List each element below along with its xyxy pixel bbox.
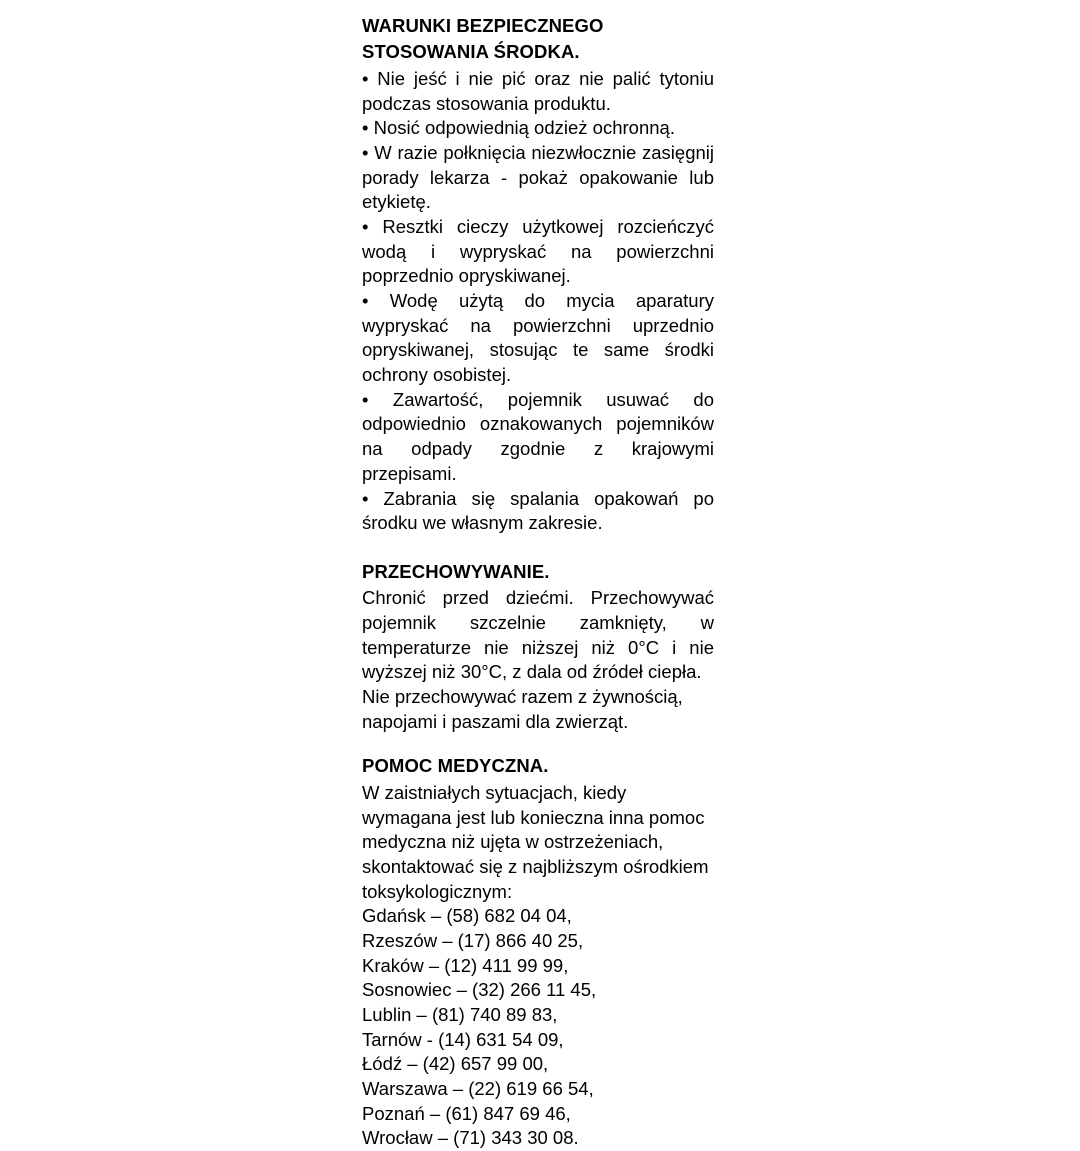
medical-help-paragraph: W zaistniałych sytuacjach, kiedy wymagana jest lub konieczna inna pomoc medyczna niż ujęta w ostrzeżeniach, skontaktować się z najbliższym ośrodkiem toksykologicznym: xyxy=(362,781,709,902)
list-item: • Zabrania się spalania opakowań po środku we własnym zakresie. xyxy=(362,487,714,536)
list-item: Wrocław – (71) 343 30 08. xyxy=(362,1127,579,1149)
list-item: Lublin – (81) 740 89 83, xyxy=(362,1004,558,1025)
list-item: Sosnowiec – (32) 266 11 45, xyxy=(362,979,597,1001)
storage-paragraph-2: Nie przechowywać razem z żywnością, napojami i paszami dla zwierząt. xyxy=(362,686,683,732)
safety-heading-line-2: STOSOWANIA ŚRODKA. xyxy=(362,41,580,63)
safety-heading-line-1: WARUNKI BEZPIECZNEGO xyxy=(362,15,604,36)
spacer xyxy=(362,734,714,754)
list-item: • Wodę użytą do mycia aparatury wypryskać na powierzchni uprzednio opryskiwanej, stosując te same środki ochrony osobistej. xyxy=(362,289,714,388)
list-item: • W razie połknięcia niezwłocznie zasięgnij porady lekarza - pokaż opakowanie lub etykietę. xyxy=(362,141,714,215)
list-item: Rzeszów – (17) 866 40 25, xyxy=(362,929,584,951)
toxicology-centers-list xyxy=(362,904,714,1151)
list-item: Kraków – (12) 411 99 99, xyxy=(362,954,569,976)
list-item: • Nie jeść i nie pić oraz nie palić tytoniu podczas stosowania produktu. xyxy=(362,67,714,116)
safety-bullet-list xyxy=(362,67,714,536)
list-item: • Resztki cieczy użytkowej rozcieńczyć wodą i wypryskać na powierzchni poprzednio opryskiwanej. xyxy=(362,215,714,289)
list-item: Poznań – (61) 847 69 46, xyxy=(362,1102,571,1124)
spacer xyxy=(362,536,714,560)
section-storage xyxy=(362,560,714,735)
list-item: Warszawa – (22) 619 66 54, xyxy=(362,1078,594,1100)
medical-help-heading: POMOC MEDYCZNA. xyxy=(362,755,549,777)
section-safety xyxy=(362,14,714,536)
list-item: Łódź – (42) 657 99 00, xyxy=(362,1053,549,1075)
list-item: Tarnów - (14) 631 54 09, xyxy=(362,1028,564,1050)
section-medical-help xyxy=(362,754,714,1151)
list-item: • Zawartość, pojemnik usuwać do odpowiednio oznakowanych pojemników na odpady zgodnie z krajowymi przepisami. xyxy=(362,388,714,487)
list-item: • Nosić odpowiednią odzież ochronną. xyxy=(362,116,714,141)
text-column xyxy=(362,14,714,1151)
storage-heading: PRZECHOWYWANIE. xyxy=(362,560,550,582)
list-item: Gdańsk – (58) 682 04 04, xyxy=(362,905,572,927)
storage-paragraph-1: Chronić przed dziećmi. Przechowywać pojemnik szczelnie zamknięty, w temperaturze nie niższej niż 0°C i nie wyższej niż 30°C, z dala od źródeł ciepła. xyxy=(362,587,714,683)
